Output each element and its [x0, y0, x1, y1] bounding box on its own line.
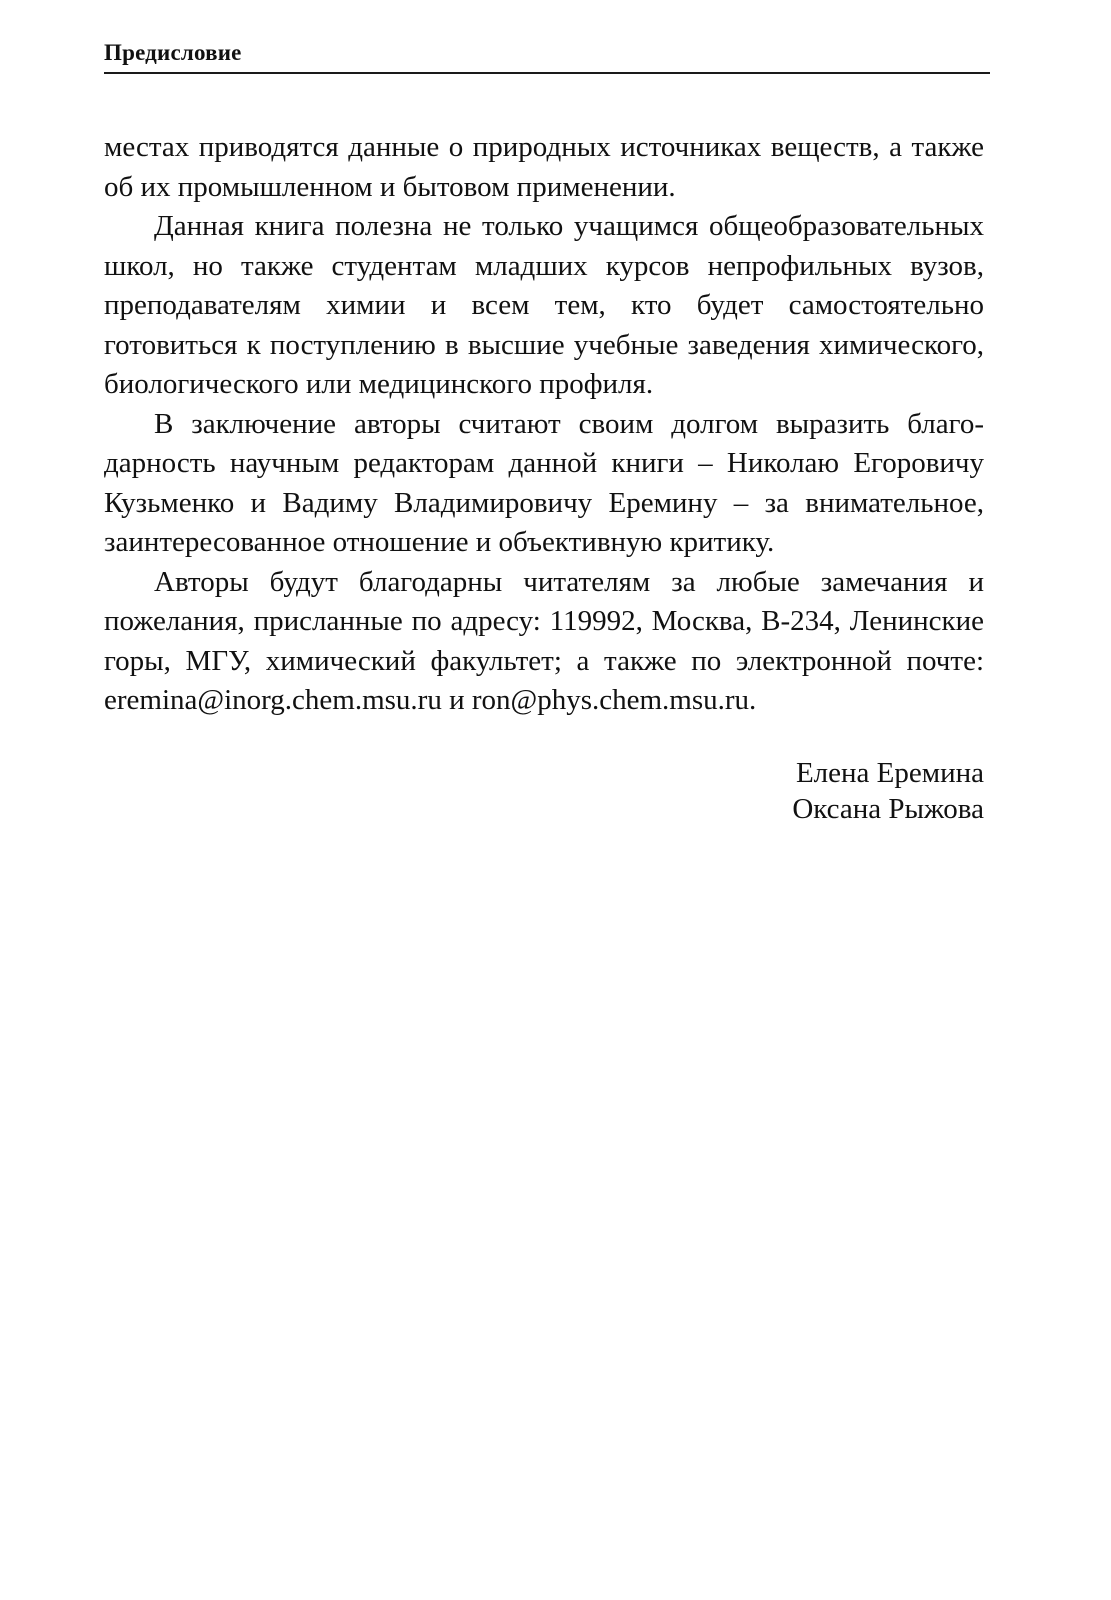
preface-body — [104, 128, 984, 721]
paragraph-audience: Данная книга полезна не только учащимся общеобразовательных школ, но также студентам младших курсов непрофильных вузов, преподавателям химии и всем тем, кто будет самостоятельно готовиться к поступлению в высшие учебные заведения химического, биологического или медицинского профиля. — [104, 210, 984, 400]
signature-block — [792, 755, 984, 827]
paragraph-acknowledgements: В заключение авторы считают своим долгом выразить благодарность научным редакторам данной книги – Николаю Егоровичу Кузьменко и Вадиму Владимировичу Еремину – за внимательное, заинтересованное отношение и объективную критику. — [104, 407, 984, 558]
author-name: Оксана Рыжова — [792, 793, 984, 825]
paragraph-continuation: местах приводятся данные о природных источниках веществ, а также об их промышленном и бытовом применении. — [104, 131, 984, 203]
running-header-title: Предисловие — [104, 40, 242, 65]
running-header — [104, 36, 990, 74]
author-name: Елена Еремина — [795, 757, 984, 789]
paragraph-contacts: Авторы будут благодарны читателям за любые замечания и пожелания, присланные по адресу: 119992, Москва, В-234, Ленинские горы, МГУ, химический факультет; а также по электронной почте: eremina@inorg.chem.msu.ru и ron@phys.chem.msu.ru. — [104, 565, 984, 716]
